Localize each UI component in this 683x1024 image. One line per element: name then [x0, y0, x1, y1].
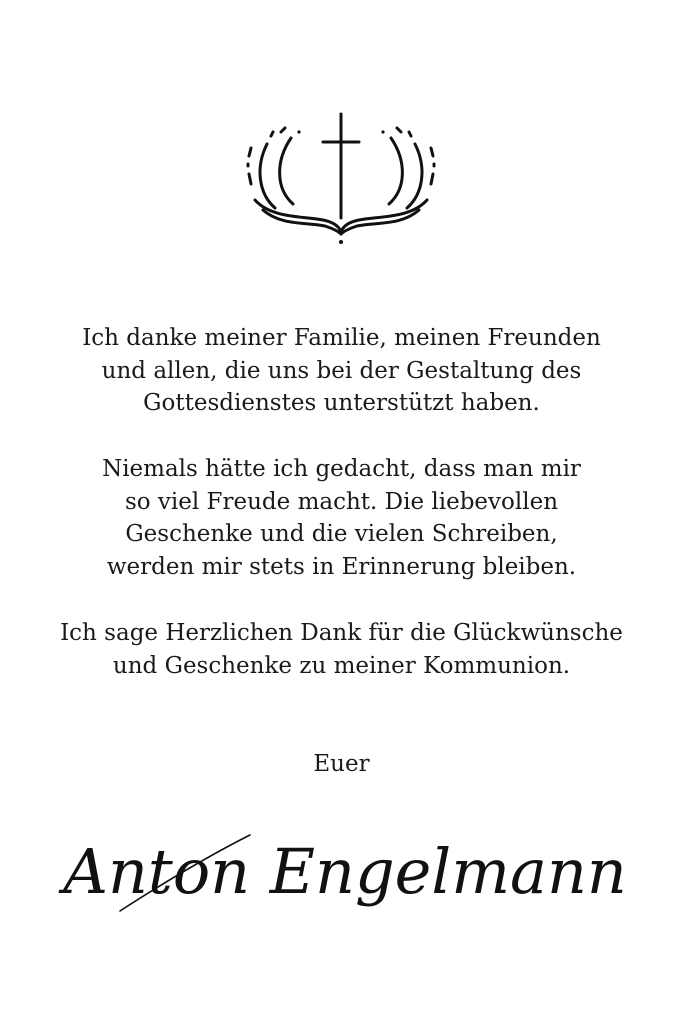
text-line: werden mir stets in Erinnerung bleiben. [106, 553, 577, 580]
text-line: Gottesdienstes unterstützt haben. [143, 390, 540, 416]
text-line: und Geschenke zu meiner Kommunion. [112, 652, 571, 679]
text-line: Ich danke meiner Familie, meinen Freunden [82, 325, 601, 351]
closing-word: Euer [313, 751, 370, 777]
thanks-paragraph-communion [20, 617, 663, 682]
text-line: und allen, die uns bei der Gestaltung des [101, 357, 582, 384]
cross-laurel-icon [241, 108, 441, 250]
text-line: Niemals hätte ich gedacht, dass man mir [102, 456, 581, 482]
signature [63, 815, 627, 935]
thanks-paragraph-family [20, 322, 663, 420]
thanks-paragraph-gifts [20, 453, 663, 583]
text-line: Ich sage Herzlichen Dank für die Glückwünsche [60, 620, 623, 646]
text-line: Geschenke und die vielen Schreiben, [125, 521, 558, 547]
signature-name: Anton Engelmann [63, 835, 627, 908]
text-line: so viel Freude macht. Die liebevollen [124, 488, 559, 515]
